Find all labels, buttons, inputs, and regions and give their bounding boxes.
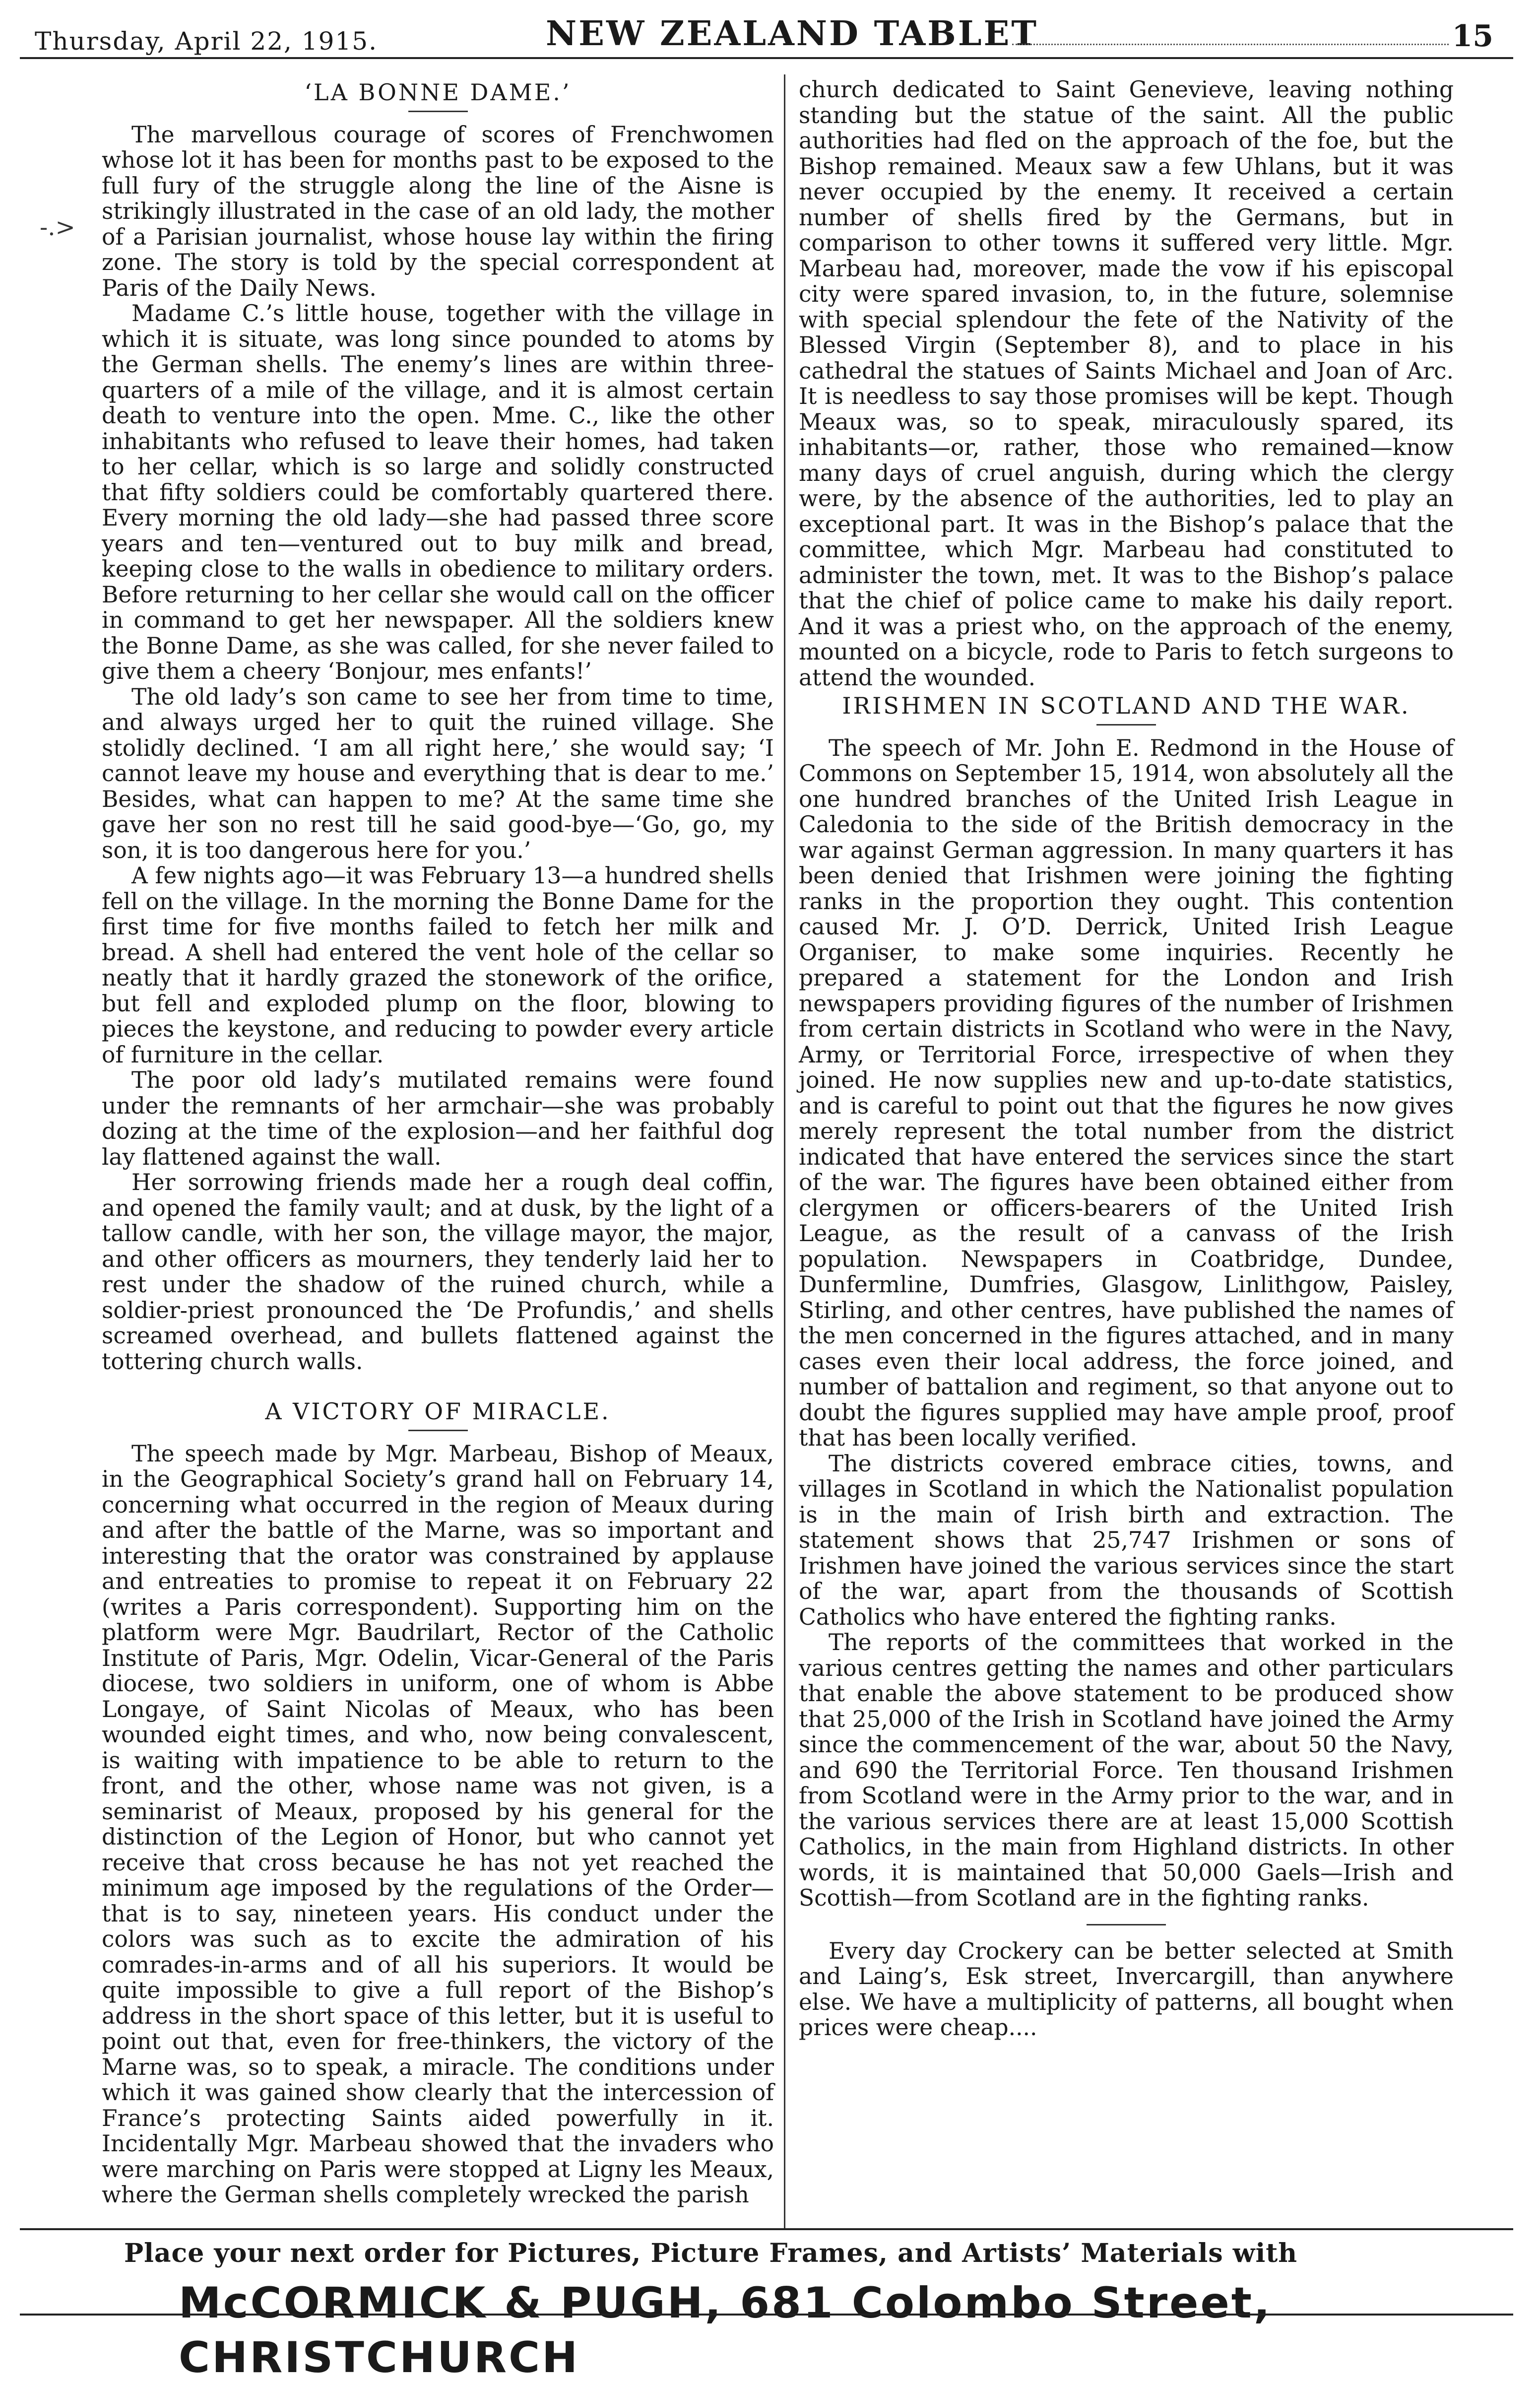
left-column — [102, 77, 774, 2208]
article-paragraph: A few nights ago—it was February 13—a hundred shells fell on the village. In the morning the Bonne Dame for the first time for five months failed to fetch her milk and bread. A shell had entered the vent hole of the cellar so neatly that it hardly grazed the stonework of the orifice, but fell and exploded plump on the floor, blowing to pieces the keystone, and reducing to powder every article of furniture in the cellar. — [102, 862, 774, 1068]
footer-advert-line1: Place your next order for Pictures, Picture Frames, and Artists’ Materials with — [124, 2238, 1298, 2268]
column-separator — [784, 74, 785, 2228]
article-title-irishmen: IRISHMEN IN SCOTLAND AND THE WAR. — [842, 692, 1411, 719]
header-rule — [20, 57, 1513, 59]
right-column — [799, 77, 1454, 2041]
article-paragraph: The old lady’s son came to see her from time to time, and always urged her to quit the ruined village. She stolidly declined. ‘I am all right here,’ she would say; ‘I cannot leave my house and everything that is dear to me.’ Besides, what can happen to me? At the same time she gave her son no rest till he said good-bye—‘Go, go, my son, it is too dangerous here for you.’ — [102, 683, 774, 863]
article-paragraph: The speech made by Mgr. Marbeau, Bishop of Meaux, in the Geographical Society’s grand hall on February 14, concerning what occurred in the region of Meaux during and after the battle of the Marne, was so important and interesting that the orator was constrained by applause and entreaties to promise to repeat it on February 22 (writes a Paris correspondent). Supporting him on the platform were Mgr. Baudrilart, Rector of the Catholic Institute of Paris, Mgr. Odelin, Vicar-General of the Paris diocese, two soldiers in uniform, one of whom is Abbe Longaye, of Saint Nicolas of Meaux, who has been wounded eight times, and who, now being convalescent, is waiting with impatience to be able to return to the front, and the other, whose name was not given, is a seminarist of Meaux, proposed by his general for the distinction of the Legion of Honor, but who cannot yet receive that cross because he has not yet reached the minimum age imposed by the regulations of the Order—that is to say, nineteen years. His conduct under the colors was such as to excite the admiration of his comrades-in-arms and of all his superiors. It would be quite impossible to give a full report of the Bishop’s address in the short space of this letter, but it is useful to point out that, even for free-thinkers, the victory of the Marne was, so to speak, a miracle. The conditions under which it was gained show clearly that the intercession of France’s protecting Saints aided powerfully in it. Incidentally Mgr. Marbeau showed that the invaders who were marching on Paris were stopped at Ligny les Meaux, where the German shells completely wrecked the parish — [102, 1440, 774, 2208]
page-number: 15 — [1452, 19, 1493, 54]
publication-title: NEW ZEALAND TABLET — [546, 14, 1038, 54]
article-paragraph: The reports of the committees that worked in the various centres getting the names and other particulars that enable the above statement to be produced show that 25,000 of the Irish in Scotland have joined the Army since the commencement of the war, about 50 the Navy, and 690 the Territorial Force. Ten thousand Irishmen from Scotland were in the Army prior to the war, and in the various services there are at least 15,000 Scottish Catholics, in the main from Highland districts. In other words, it is maintained that 50,000 Gaels—Irish and Scottish—from Scotland are in the fighting ranks. — [799, 1629, 1454, 1911]
footer-rule-bottom — [20, 2314, 1513, 2316]
article-title-bonne-dame: ‘LA BONNE DAME.’ — [304, 79, 572, 106]
crockery-notice: Every day Crockery can be better selected at Smith and Laing’s, Esk street, Invercargill, than anywhere else. We have a multiplicity of patterns, all bought when prices were cheap.... — [799, 1937, 1454, 2041]
article-title-miracle: A VICTORY OF MIRACLE. — [265, 1398, 611, 1425]
article-paragraph: The districts covered embrace cities, towns, and villages in Scotland in which the Nationalist population is in the main of Irish birth and extraction. The statement shows that 25,747 Irishmen or sons of Irishmen have joined the various services since the start of the war, apart from the thousands of Scottish Catholics who have entered the fighting ranks. — [799, 1450, 1454, 1630]
header-dotted-leader — [1012, 44, 1449, 45]
title-rule — [408, 1430, 468, 1431]
article-paragraph: Her sorrowing friends made her a rough deal coffin, and opened the family vault; and at dusk, by the light of a tallow candle, with her son, the village mayor, the major, and other officers as mourners, they tenderly laid her to rest under the shadow of the ruined church, while a soldier-priest pronounced the ‘De Profundis,’ and shells screamed overhead, and bullets flattened against the tottering church walls. — [102, 1169, 774, 1375]
article-paragraph-continued: church dedicated to Saint Genevieve, leaving nothing standing but the statue of the saint. All the public authorities had fled on the approach of the foe, but the Bishop remained. Meaux saw a few Uhlans, but it was never occupied by the enemy. It received a certain number of shells fired by the Germans, but in comparison to other towns it suffered very little. Mgr. Marbeau had, moreover, made the vow if his episcopal city were spared invasion, to, in the future, solemnise with special splendour the fete of the Nativity of the Blessed Virgin (September 8), and to place in his cathedral the statues of Saints Michael and Joan of Arc. It is needless to say those promises will be kept. Though Meaux was, so to speak, miraculously spared, its inhabitants—or, rather, those who remained—know many days of cruel anguish, during which the clergy were, by the absence of the authorities, led to play an exceptional part. It was in the Bishop’s palace that the committee, which Mgr. Marbeau had constituted to administer the town, met. It was to the Bishop’s palace that the chief of police came to make his daily report. And it was a priest who, on the approach of the enemy, mounted on a bicycle, rode to Paris to fetch surgeons to attend the wounded. — [799, 76, 1454, 691]
footer-rule-top — [20, 2228, 1513, 2230]
article-paragraph: The marvellous courage of scores of Frenchwomen whose lot it has been for months past to be exposed to the full fury of the struggle along the line of the Aisne is strikingly illustrated in the case of an old lady, the mother of a Parisian journalist, whose house lay within the firing zone. The story is told by the special correspondent at Paris of the Daily News. — [102, 121, 774, 301]
article-paragraph: The speech of Mr. John E. Redmond in the House of Commons on September 15, 1914, won absolutely all the one hundred branches of the United Irish League in Caledonia to the side of the British democracy in the war against German aggression. In many quarters it has been denied that Irishmen were joining the fighting ranks in the proportion they ought. This contention caused Mr. J. O’D. Derrick, United Irish League Organiser, to make some inquiries. Recently he prepared a statement for the London and Irish newspapers providing figures of the number of Irishmen from certain districts in Scotland who were in the Navy, Army, or Territorial Force, irrespective of when they joined. He now supplies new and up-to-date statistics, and is careful to point out that the figures he now gives merely represent the total number from the district indicated that have entered the services since the start of the war. The figures have been obtained either from clergymen or officers-bearers of the United Irish League, as the result of a canvass of the Irish population. Newspapers in Coatbridge, Dundee, Dunfermline, Dumfries, Glasgow, Linlithgow, Paisley, Stirling, and other centres, have published the names of the men concerned in the figures attached, and in many cases even their local address, the force joined, and number of battalion and regiment, so that anyone out to doubt the figures supplied may have ample proof, proof that has been locally verified. — [799, 734, 1454, 1451]
margin-pencil-mark: -.> — [40, 213, 75, 241]
footer-advert-line2: McCORMICK & PUGH, 681 Colombo Street, CHRISTCHURCH — [179, 2278, 1272, 2383]
title-rule — [1096, 724, 1156, 726]
article-paragraph: The poor old lady’s mutilated remains were found under the remnants of her armchair—she was probably dozing at the time of the explosion—and her faithful dog lay flattened against the wall. — [102, 1067, 774, 1170]
title-rule — [408, 111, 468, 112]
issue-date: Thursday, April 22, 1915. — [35, 27, 378, 56]
running-header — [20, 14, 1513, 59]
notice-rule — [1087, 1924, 1166, 1925]
article-paragraph: Madame C.’s little house, together with the village in which it is situate, was long since pounded to atoms by the German shells. The enemy’s lines are within three-quarters of a mile of the village, and it is almost certain death to venture into the open. Mme. C., like the other inhabitants who refused to leave their homes, had taken to her cellar, which is so large and solidly constructed that fifty soldiers could be comfortably quartered there. Every morning the old lady—she had passed three score years and ten—ventured out to buy milk and bread, keeping close to the walls in obedience to military orders. Before returning to her cellar she would call on the officer in command to get her newspaper. All the soldiers knew the Bonne Dame, as she was called, for she never failed to give them a cheery ‘Bonjour, mes enfants!’ — [102, 300, 774, 684]
